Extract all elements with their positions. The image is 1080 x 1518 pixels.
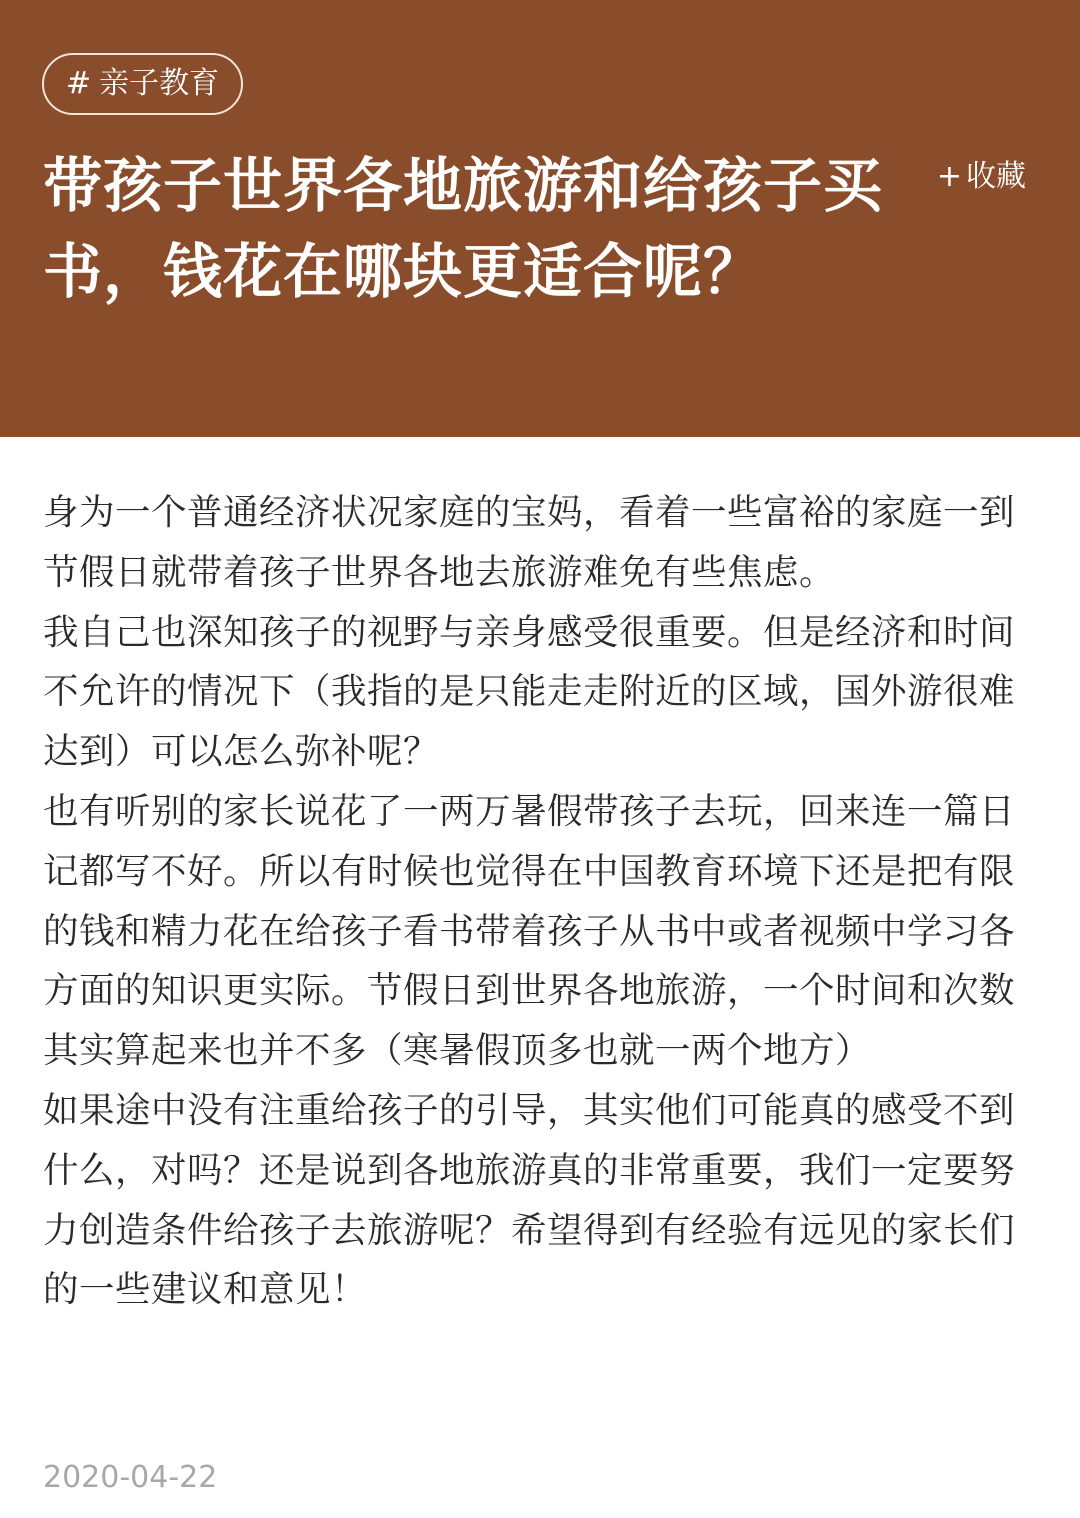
topic-tag[interactable]: [42, 53, 243, 115]
post-date: 2020-04-22: [43, 1460, 218, 1495]
hash-icon: #: [66, 66, 92, 101]
question-header: [0, 0, 1080, 437]
body-paragraph: 我自己也深知孩子的视野与亲身感受很重要。但是经济和时间不允许的情况下（我指的是只能走走附近的区域，国外游很难达到）可以怎么弥补呢？: [43, 611, 1016, 773]
body-paragraph: 也有听别的家长说花了一两万暑假带孩子去玩，回来连一篇日记都写不好。所以有时候也觉得在中国教育环境下还是把有限的钱和精力花在给孩子看书带着孩子从书中或者视频中学习各方面的知识更实际。节假日到世界各地旅游，一个时间和次数其实算起来也并不多（寒暑假顶多也就一两个地方）: [43, 790, 1016, 1072]
topic-tag-label: 亲子教育: [99, 66, 220, 101]
question-title: 带孩子世界各地旅游和给孩子买书，钱花在哪块更适合呢？: [43, 151, 884, 306]
question-body: [43, 483, 1038, 1320]
collect-label: 收藏: [966, 159, 1026, 194]
plus-icon: +: [936, 159, 962, 194]
body-paragraph: 身为一个普通经济状况家庭的宝妈，看着一些富裕的家庭一到节假日就带着孩子世界各地去旅游难免有些焦虑。: [43, 492, 1016, 593]
collect-button[interactable]: [937, 157, 1026, 197]
body-paragraph: 如果途中没有注重给孩子的引导，其实他们可能真的感受不到什么，对吗？还是说到各地旅游真的非常重要，我们一定要努力创造条件给孩子去旅游呢？希望得到有经验有远见的家长们的一些建议和意见！: [43, 1089, 1016, 1311]
